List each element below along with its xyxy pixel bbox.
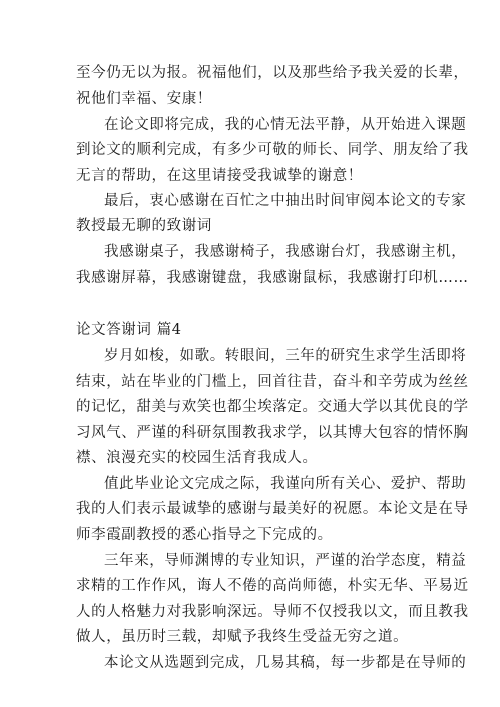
text-line: 教授最无聊的致谢词	[76, 218, 212, 234]
text-line: 最后，衷心感谢在百忙之中抽出时间审阅本论文的专家	[104, 193, 467, 209]
text-line: 到论文的顺利完成，有多少可敬的师长、同学、朋友给了我	[76, 142, 469, 158]
text-line: 值此毕业论文完成之际，我谨向所有关心、爱护、帮助	[104, 476, 467, 492]
text-line: 三年来，导师渊博的专业知识，严谨的治学态度，精益	[104, 553, 467, 569]
text-line: 结束，站在毕业的门槛上，回首往昔，奋斗和辛劳成为丝丝	[76, 374, 469, 390]
text-line: 祝他们幸福、安康！	[76, 91, 212, 107]
text-line: 习风气、严谨的科研氛围教我求学，以其博大包容的情怀胸	[76, 425, 469, 441]
text-line: 的记忆，甜美与欢笑也都尘埃落定。交通大学以其优良的学	[76, 399, 469, 415]
text-line: 岁月如梭，如歌。转眼间，三年的研究生求学生活即将	[104, 348, 467, 364]
text-line: 我感谢屏幕，我感谢键盘，我感谢鼠标，我感谢打印机……	[76, 270, 469, 286]
text-line: 襟、浪漫充实的校园生活育我成人。	[76, 450, 318, 466]
text-line: 我感谢桌子，我感谢椅子，我感谢台灯，我感谢主机，	[104, 244, 467, 260]
text-line: 本论文从选题到完成，几易其稿，每一步都是在导师的	[104, 655, 467, 671]
text-line: 做人，虽历时三载，却赋予我终生受益无穷之道。	[76, 629, 409, 645]
text-line: 至今仍无以为报。祝福他们，以及那些给予我关爱的长辈，	[76, 65, 469, 81]
text-line: 求精的工作作风，诲人不倦的高尚师德，朴实无华、平易近	[76, 578, 469, 594]
text-line: 师李霞副教授的悉心指导之下完成的。	[76, 527, 333, 543]
text-line: 我的人们表示最诚挚的感谢与最美好的祝愿。本论文是在导	[76, 501, 469, 517]
text-line: 人的人格魅力对我影响深远。导师不仅授我以文，而且教我	[76, 604, 469, 620]
text-line: 无言的帮助，在这里请接受我诚挚的谢意！	[76, 168, 363, 184]
text-line: 在论文即将完成，我的心情无法平静，从开始进入课题	[104, 117, 467, 133]
section-heading: 论文答谢词 篇4	[76, 322, 182, 338]
